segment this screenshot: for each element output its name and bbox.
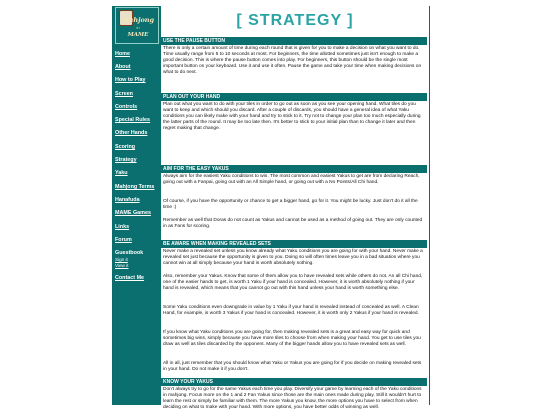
page-title: [ STRATEGY ] [236, 12, 354, 29]
nav-mame-games[interactable]: MAME Games [115, 210, 151, 216]
logo-sub: in [136, 25, 140, 30]
nav-other-hands[interactable]: Other Hands [115, 130, 148, 136]
logo-line1: Mahjong [121, 16, 155, 24]
section-heading-pause: USE THE PAUSE BUTTON [161, 37, 427, 45]
section-paragraph: Some Yaku conditions even downgrade in value by 1 Yaku if your hand is revealed instead of concealed as well. A Clean Hand, for example, is worth 3 Yakus if your hand is concealed. However, it is worth only 2 Yakus if your hand is revealed. [163, 305, 419, 316]
sidebar [113, 6, 161, 405]
section-paragraph: There is only a certain amount of time during each round that is given for you to make a decision on what you want to do. Time usually range from 5 to 10 seconds at most. For beginners, the time allotted sometimes just isn't enough to make a good decision. This is where the pause button comes into play. For beginners, this button should be the single most important button on your keyboard. Use it and use it often. Pause the game and take your time when making decisions on what to do next. [163, 46, 422, 75]
section-paragraph: Also, remember your Yakus. Know that some of them allow you to have revealed sets while others do not. An all Chi hand, one of the easier hands to get, is worth 1 Yaku if your hand is concealed. However, it is worth absolutely nothing if your hand is revealed, which means that you cannot go out with this hand unless your hand is worth something else. [163, 274, 423, 291]
nav-forum[interactable]: Forum [115, 237, 132, 243]
nav-hanafuda[interactable]: Hanafuda [115, 197, 140, 203]
section-paragraph: If you know what Yaku conditions you are going for, then making revealed sets is a great and easy way for quick and sometimes big wins, simply because you have more tiles to choose from when making your hand. You get to use tiles you draw as well as tiles discarded by the opponent. Many of the bigger hands allow you to have revealed sets as well. [163, 330, 421, 347]
nav-sign-guestbook[interactable]: Sign it [115, 257, 128, 262]
nav-view-guestbook[interactable]: View it [115, 263, 129, 268]
nav-mahjong-terms[interactable]: Mahjong Terms [115, 184, 155, 190]
nav-how-to-play[interactable]: How to Play [115, 77, 146, 83]
site-logo[interactable] [115, 7, 159, 44]
nav-strategy[interactable]: Strategy [115, 157, 137, 163]
nav-scoring[interactable]: Scoring [115, 144, 136, 150]
nav-contact-me[interactable]: Contact Me [115, 275, 145, 281]
nav-guestbook-label: Guestbook [115, 250, 144, 256]
nav-about[interactable]: About [115, 64, 131, 70]
section-paragraph: All in all, just remember that you should know what Yaku or Yakus you are going for if you decide on making revealed sets in your hand. Do not make it if you don't. [163, 361, 422, 372]
section-paragraph: Never make a revealed set unless you know already what Yaku conditions you are going for with your hand. Never make a revealed set just because the opportunity is given to you. Doing so will often times leave you in a bad situation where you cannot win at all simply because your hand is worth absolutely nothing. [163, 249, 423, 266]
nav-screen[interactable]: Screen [115, 91, 133, 97]
nav-links[interactable]: Links [115, 224, 130, 230]
section-heading-know-yakus: KNOW YOUR YAKUS [161, 378, 427, 386]
section-heading-easy-yakus: AIM FOR THE EASY YAKUS [161, 165, 427, 173]
section-paragraph: Always aim for the easiest Yaku conditions to win. The most common and easiest Yakus to get are from declaring Reach, going out with a Fanpai, going out with an All Simple hand, or going out with a No Points/All Chi hand. [163, 174, 420, 185]
page-frame [112, 6, 430, 410]
nav-yaku[interactable]: Yaku [115, 170, 128, 176]
section-paragraph: Of course, if you have the opportunity or chance to get a bigger hand, go for it. You might be lucky. Just don't do it all the time :) [163, 199, 418, 210]
section-heading-plan: PLAN OUT YOUR HAND [161, 93, 427, 101]
section-paragraph: Remember as well that Doras do not count as Yakus and cannot be used as a method of going out. They are only counted in as Fans for scoring. [163, 218, 423, 229]
logo-line2: MAME [127, 32, 149, 38]
section-heading-revealed-sets: BE AWARE WHEN MAKING REVEALED SETS [161, 240, 427, 248]
nav-home[interactable]: Home [115, 51, 130, 57]
section-paragraph: Plan out what you want to do with your tiles in order to go out as soon as you see your opening hand. What tiles do you want to keep and which should you discard. After a couple of discards, you should have a general idea of what Yaku conditions you can likely make with your hand and try to stick to it. Try not to change your plan too much especially during the latter parts of the round. It may be too late then. It's better to stick to your initial plan than to change it later and then regret making that change. [163, 102, 421, 131]
main-content [161, 6, 429, 410]
nav-controls[interactable]: Controls [115, 104, 138, 110]
nav-special-rules[interactable]: Special Rules [115, 117, 151, 123]
section-paragraph: Don't always try to go for the same Yakus each time you play. Diversify your game by learning each of the Yaku conditions in mahjong. Focus more on the 1 and 2 Fan Yakus since those are the main ones made during play. Still it wouldn't hurt to learn the rest or simply be familiar with them. The more Yakus you know, the more options you have to select from when deciding on what to make with your hand. With more options, you have better odds of winning as well. [163, 387, 422, 410]
